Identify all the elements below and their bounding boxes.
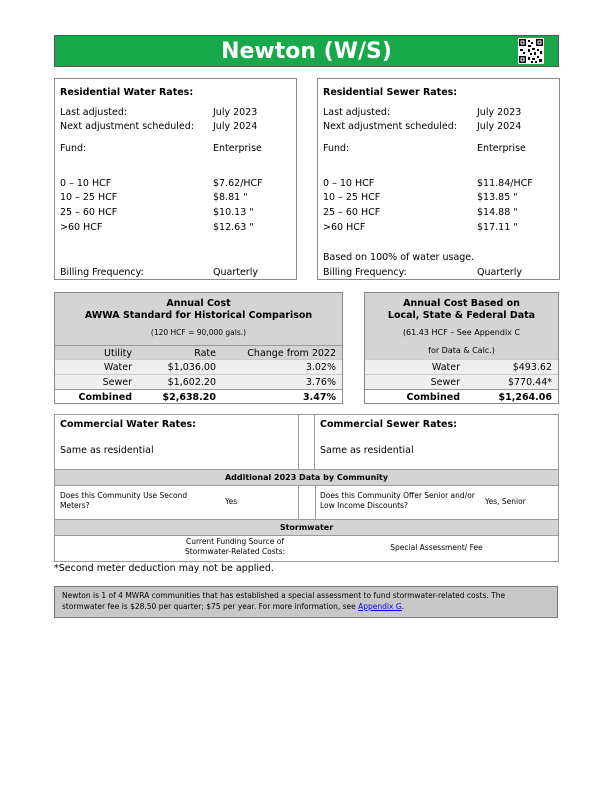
water-tier-range: >60 HCF bbox=[60, 222, 103, 233]
col-rate: Rate bbox=[194, 348, 216, 359]
commercial-sewer-heading: Commercial Sewer Rates: bbox=[320, 419, 457, 430]
water-fund: Enterprise bbox=[213, 143, 262, 154]
water-tier-rate: $10.13 " bbox=[213, 207, 254, 218]
sewer-tier-rate: $13.85 " bbox=[477, 192, 518, 203]
commercial-sewer bbox=[315, 415, 558, 469]
residential-water-box bbox=[54, 78, 297, 280]
commercial-water-value: Same as residential bbox=[60, 445, 154, 456]
awwa-utility: Sewer bbox=[102, 377, 132, 388]
sewer-billing-label: Billing Frequency: bbox=[323, 267, 407, 278]
awwa-total-rate: $2,638.20 bbox=[162, 392, 216, 403]
local-total-row bbox=[365, 389, 558, 404]
sewer-heading: Residential Sewer Rates: bbox=[323, 87, 458, 98]
table-row bbox=[365, 374, 558, 390]
awwa-column-headers bbox=[55, 345, 342, 360]
commercial-divider bbox=[298, 415, 315, 469]
appendix-g-link[interactable]: Appendix G bbox=[358, 601, 402, 611]
commercial-water bbox=[55, 415, 299, 469]
awwa-total-row bbox=[55, 389, 342, 404]
table-row bbox=[55, 359, 342, 375]
sewer-fund: Enterprise bbox=[477, 143, 526, 154]
local-subtitle-1: (61.43 HCF – See Appendix C bbox=[402, 328, 521, 337]
commercial-water-heading: Commercial Water Rates: bbox=[60, 419, 196, 430]
water-last-adjusted-label: Last adjusted: bbox=[60, 107, 128, 118]
local-total-utility: Combined bbox=[406, 392, 460, 403]
sewer-tier-range: 25 – 60 HCF bbox=[323, 207, 381, 218]
second-meter-answer: Yes bbox=[225, 497, 238, 506]
water-next: July 2024 bbox=[213, 121, 258, 132]
sewer-next: July 2024 bbox=[477, 121, 522, 132]
additional-heading: Additional 2023 Data by Community bbox=[55, 469, 558, 486]
title-banner bbox=[54, 35, 559, 67]
sewer-tier-rate: $17.11 " bbox=[477, 222, 518, 233]
local-amount: $493.62 bbox=[512, 362, 552, 373]
water-next-label: Next adjustment scheduled: bbox=[60, 121, 195, 132]
stormwater-question: Current Funding Source of Stormwater-Related Costs: bbox=[184, 537, 286, 556]
sewer-next-label: Next adjustment scheduled: bbox=[323, 121, 458, 132]
awwa-total-utility: Combined bbox=[78, 392, 132, 403]
page-title: Newton (W/S) bbox=[221, 39, 392, 64]
water-tier-range: 25 – 60 HCF bbox=[60, 207, 118, 218]
water-tier-rate: $7.62/HCF bbox=[213, 178, 263, 189]
stormwater-answer: Special Assessment/ Fee bbox=[390, 543, 483, 552]
local-utility: Sewer bbox=[430, 377, 460, 388]
note-end: . bbox=[401, 601, 405, 611]
water-last-adjusted: July 2023 bbox=[213, 107, 258, 118]
local-header bbox=[365, 293, 558, 359]
sewer-tier-rate: $11.84/HCF bbox=[477, 178, 533, 189]
sewer-tier-range: 0 – 10 HCF bbox=[323, 178, 375, 189]
sewer-billing: Quarterly bbox=[477, 267, 522, 278]
col-change: Change from 2022 bbox=[247, 348, 336, 359]
stormwater-note-box bbox=[54, 586, 558, 618]
water-tier-range: 0 – 10 HCF bbox=[60, 178, 112, 189]
water-billing-label: Billing Frequency: bbox=[60, 267, 144, 278]
water-tier-rate: $8.81 " bbox=[213, 192, 248, 203]
sewer-tier-range: 10 – 25 HCF bbox=[323, 192, 381, 203]
awwa-utility: Water bbox=[103, 362, 132, 373]
sewer-tier-range: >60 HCF bbox=[323, 222, 366, 233]
awwa-rate: $1,036.00 bbox=[167, 362, 216, 373]
commercial-sewer-value: Same as residential bbox=[320, 445, 414, 456]
water-tier-range: 10 – 25 HCF bbox=[60, 192, 118, 203]
local-total-amount: $1,264.06 bbox=[498, 392, 552, 403]
stormwater-note bbox=[62, 591, 550, 612]
awwa-rate: $1,602.20 bbox=[167, 377, 216, 388]
sewer-last-adjusted: July 2023 bbox=[477, 107, 522, 118]
discount-question: Does this Community Offer Senior and/or Low Income Discounts? bbox=[320, 491, 475, 510]
residential-sewer-box bbox=[317, 78, 560, 280]
table-row bbox=[55, 374, 342, 390]
awwa-total-change: 3.47% bbox=[303, 392, 336, 403]
stormwater-heading: Stormwater bbox=[55, 519, 558, 536]
table-row bbox=[365, 359, 558, 375]
water-heading: Residential Water Rates: bbox=[60, 87, 194, 98]
awwa-title-2: AWWA Standard for Historical Comparison bbox=[84, 310, 313, 321]
local-subtitle-2: for Data & Calc.) bbox=[428, 346, 495, 355]
second-meter-question: Does this Community Use Second Meters? bbox=[60, 491, 188, 510]
water-fund-label: Fund: bbox=[60, 143, 87, 154]
col-utility: Utility bbox=[104, 348, 132, 359]
sewer-fund-label: Fund: bbox=[323, 143, 350, 154]
awwa-change: 3.76% bbox=[305, 377, 336, 388]
awwa-subtitle: (120 HCF = 90,000 gals.) bbox=[150, 328, 247, 337]
local-title-2: Local, State & Federal Data bbox=[387, 310, 536, 321]
commercial-block bbox=[54, 414, 559, 562]
water-tier-rate: $12.63 " bbox=[213, 222, 254, 233]
additional-divider bbox=[298, 485, 316, 519]
discount-answer: Yes, Senior bbox=[485, 497, 526, 506]
annual-cost-awwa-table bbox=[54, 292, 343, 404]
annual-cost-local-table bbox=[364, 292, 559, 404]
qr-code-icon bbox=[518, 38, 544, 64]
note-text: Newton is 1 of 4 MWRA communities that has established a special assessment to fund stormwater-related costs. The stormwater fee is $28.50 per quarter; $75 per year. For more information, see bbox=[62, 591, 506, 611]
sewer-last-adjusted-label: Last adjusted: bbox=[323, 107, 391, 118]
local-utility: Water bbox=[431, 362, 460, 373]
water-billing: Quarterly bbox=[213, 267, 258, 278]
awwa-title-1: Annual Cost bbox=[166, 298, 231, 309]
awwa-header bbox=[55, 293, 342, 345]
sewer-tier-rate: $14.88 " bbox=[477, 207, 518, 218]
footnote: *Second meter deduction may not be applied. bbox=[54, 563, 274, 574]
local-amount: $770.44* bbox=[507, 377, 552, 388]
sewer-note: Based on 100% of water usage. bbox=[323, 252, 475, 263]
local-title-1: Annual Cost Based on bbox=[403, 298, 520, 309]
awwa-change: 3.02% bbox=[305, 362, 336, 373]
